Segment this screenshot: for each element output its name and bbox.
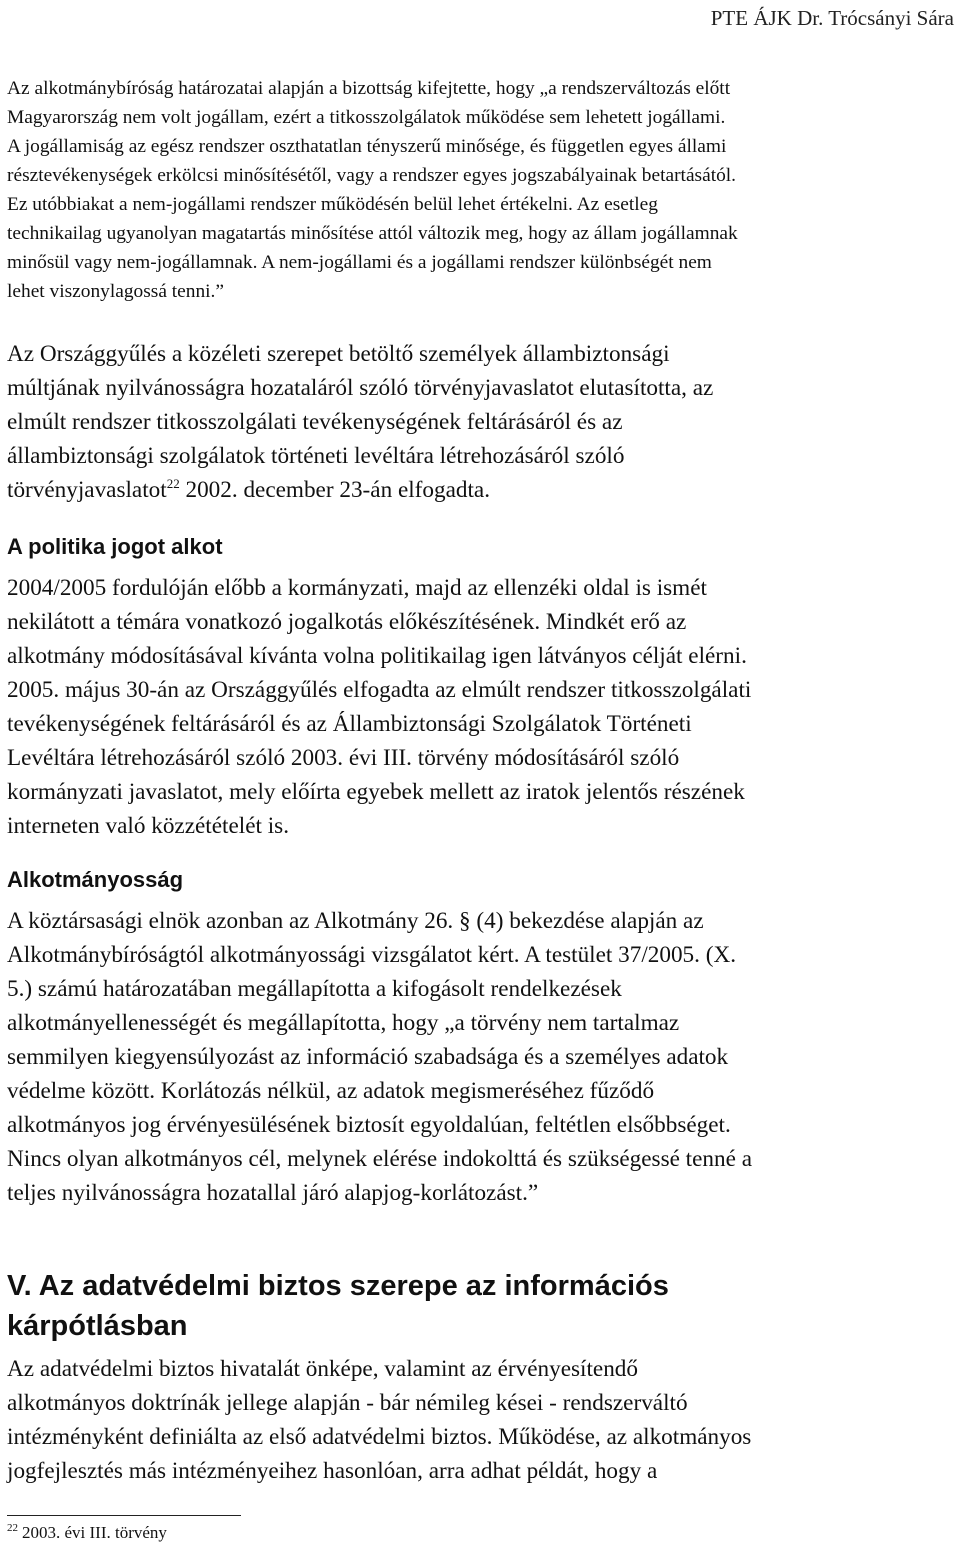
footnote <box>7 1522 167 1544</box>
paragraph-line: 2004/2005 fordulóján előbb a kormányzati, majd az ellenzéki oldal is ismét <box>7 575 707 601</box>
paragraph-line: jogfejlesztés más intézményeihez hasonlóan, arra adhat példát, hogy a <box>7 1458 658 1484</box>
paragraph-line: semmilyen kiegyensúlyozást az információ szabadsága és a személyes adatok <box>7 1044 729 1070</box>
paragraph-constitutionality <box>7 904 953 1210</box>
section-heading: Alkotmányosság <box>7 867 184 892</box>
paragraph-line: 2002. december 23-án elfogadta. <box>179 477 491 503</box>
paragraph-data-protection <box>7 1352 953 1488</box>
paragraph-parliament <box>7 337 953 507</box>
paragraph-line: Nincs olyan alkotmányos cél, melynek elérése indokolttá és szükségessé tenné a <box>7 1146 752 1172</box>
paragraph-line: tevékenységének feltárásáról és az Állambiztonsági Szolgálatok Történeti <box>7 711 692 737</box>
paragraph-line: elmúlt rendszer titkosszolgálati tevékenységének feltárásáról és az <box>7 409 623 435</box>
paragraph-line: alkotmányellenességét és megállapította, hogy „a törvény nem tartalmaz <box>7 1010 680 1036</box>
paragraph-line: Az Országgyűlés a közéleti szerepet betöltő személyek állambiztonsági <box>7 341 670 367</box>
paragraph-line: 5.) számú határozatában megállapította a kifogásolt rendelkezések <box>7 976 622 1002</box>
paragraph-line: Levéltára létrehozásáról szóló 2003. évi III. törvény módosításáról szóló <box>7 745 680 771</box>
quote-line: lehet viszonylagossá tenni.” <box>7 281 225 302</box>
paragraph-line: kormányzati javaslatot, mely előírta egyebek mellett az iratok jelentős részének <box>7 779 745 805</box>
quote-line: A jogállamiság az egész rendszer oszthatatlan tényszerű minősége, és független egyes állami <box>7 136 727 157</box>
paragraph-line: 2005. május 30-án az Országgyűlés elfogadta az elmúlt rendszer titkosszolgálati <box>7 677 752 703</box>
footnote-text: 2003. évi III. törvény <box>22 1523 167 1542</box>
paragraph-line: alkotmányos doktrínák jellege alapján - bár némileg kései - rendszerváltó <box>7 1390 688 1416</box>
paragraph-line: alkotmányos jog érvényesülésének biztosít egyoldalúan, feltétlen elsőbbséget. <box>7 1112 731 1138</box>
quote-line: Magyarország nem volt jogállam, ezért a titkosszolgálatok működése sem lehetett jogállami. <box>7 107 726 128</box>
paragraph-politics <box>7 571 953 843</box>
paragraph-line: Alkotmánybíróságtól alkotmányossági vizsgálatot kért. A testület 37/2005. (X. <box>7 942 737 968</box>
paragraph-line: intézményként definiálta az első adatvédelmi biztos. Működése, az alkotmányos <box>7 1424 752 1450</box>
quote-line: résztevékenységek erkölcsi minősítésétől, vagy a rendszer egyes jogszabályainak betartásától. <box>7 165 737 186</box>
quote-line: Ez utóbbiakat a nem-jogállami rendszer működésén belül lehet értékelni. Az esetleg <box>7 194 658 215</box>
paragraph-line: A köztársasági elnök azonban az Alkotmány 26. § (4) bekezdése alapján az <box>7 908 704 934</box>
footnote-separator <box>7 1515 241 1516</box>
paragraph-line: alkotmány módosításával kívánta volna politikailag igen látványos célját elérni. <box>7 643 747 669</box>
chapter-heading <box>7 1266 907 1346</box>
footnote-number: 22 <box>7 1522 18 1534</box>
quote-line: minősül vagy nem-jogállamnak. A nem-jogállami és a jogállami rendszer különbségét nem <box>7 252 712 273</box>
paragraph-line: nekilátott a témára vonatkozó jogalkotás előkészítésének. Mindkét erő az <box>7 609 687 635</box>
quoted-commission-statement <box>7 74 956 306</box>
paragraph-line: múltjának nyilvánosságra hozataláról szóló törvényjavaslatot elutasította, az <box>7 375 714 401</box>
quote-line: technikailag ugyanolyan magatartás minősítése attól változik meg, hogy az állam jogállamnak <box>7 223 738 244</box>
paragraph-line: törvényjavaslatot <box>7 477 167 503</box>
paragraph-line: interneten való közzétételét is. <box>7 813 289 839</box>
paragraph-line: állambiztonsági szolgálatok történeti levéltára létrehozásáról szóló <box>7 443 625 469</box>
paragraph-line: Az adatvédelmi biztos hivatalát önképe, valamint az érvényesítendő <box>7 1356 638 1382</box>
running-head: PTE ÁJK Dr. Trócsányi Sára <box>710 6 954 30</box>
section-heading: A politika jogot alkot <box>7 534 223 559</box>
paragraph-line: védelme között. Korlátozás nélkül, az adatok megismeréséhez fűződő <box>7 1078 655 1104</box>
paragraph-line: teljes nyilvánosságra hozatallal járó alapjog-korlátozást.” <box>7 1180 539 1206</box>
heading-line: V. Az adatvédelmi biztos szerepe az információs <box>7 1270 669 1302</box>
heading-line: kárpótlásban <box>7 1310 188 1342</box>
quote-line: Az alkotmánybíróság határozatai alapján a bizottság kifejtette, hogy „a rendszerváltozás előtt <box>7 78 731 99</box>
footnote-reference[interactable]: 22 <box>166 476 180 491</box>
